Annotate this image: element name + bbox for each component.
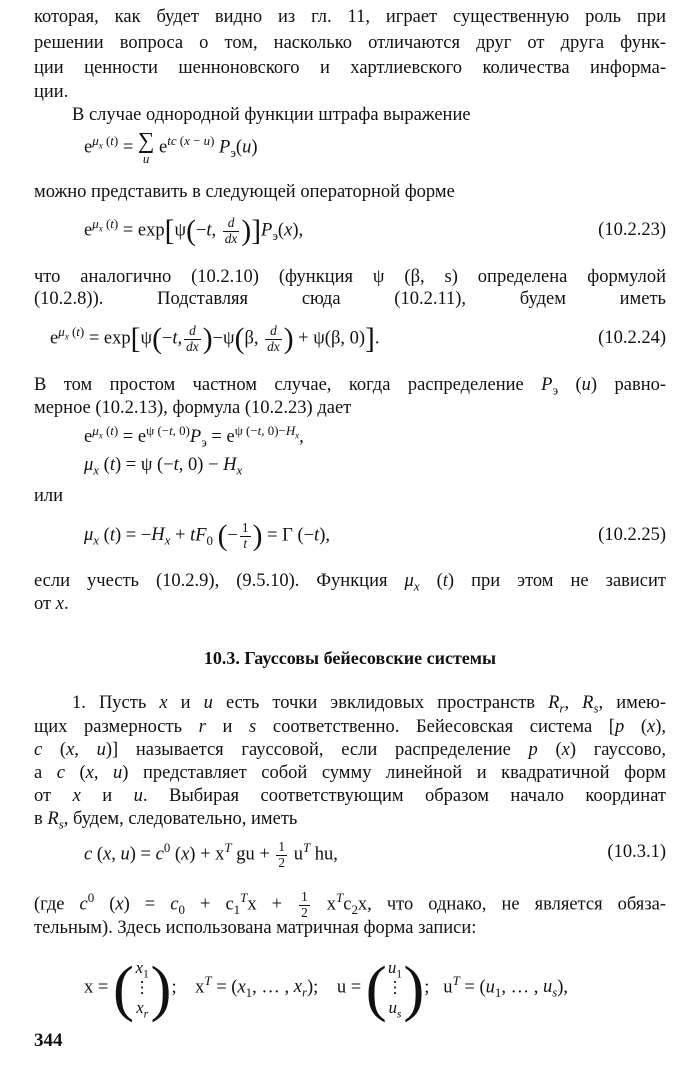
text-line: тельным). Здесь использована матричная форма записи: <box>34 918 477 938</box>
equation-10-2-24: $e^{\mu_x (t)} = \exp[\psi(-t$, $\frac{d}{dx}$ )−ψ(β, $\frac{d}{dx}$ ) + ψ(β, 0)]. <box>50 323 380 356</box>
equation-10-2-23: $e^{\mu_x (t)} = \exp[\psi(-t$, $\frac{d}{dx}$ )]$P_э(x)$, <box>84 215 304 248</box>
page-number: 344 <box>34 1030 63 1051</box>
section-title: 10.3. Гауссовы бейесовские системы <box>203 648 497 668</box>
equation-mu: $\mu_x$ (t) = ψ (−t, $0) - H_x$ <box>84 455 243 478</box>
equation-10-2-25: $\mu_x$ $(t) = -H_x + tF_0$ (− $\frac{1}{t}$ ) = Γ (−t), <box>84 520 330 553</box>
text-line: решении вопроса о том, насколько отличаются друг от друга функ- <box>34 33 666 53</box>
equation-uniform: $e^{\mu_x (t)} = e^{\psi (-t, 0)}P_э = e^{\psi (-t, 0)-H_x}$, <box>84 422 304 450</box>
text-line: которая, как будет видно из гл. 11, играет существенную роль при <box>34 7 666 27</box>
equation-number: (10.2.25) <box>598 525 666 545</box>
text-line: от x. <box>34 594 69 614</box>
text-line: в $R_s$, будем, следовательно, иметь <box>34 809 298 832</box>
text-line: c (x, u)] называется гауссовой, если распределение p (x) гауссово, <box>34 740 666 760</box>
text-line: или <box>34 486 64 506</box>
text-line: В том простом частном случае, когда распределение $P_э$ (u) равно- <box>34 375 667 398</box>
text-line: 1. Пусть x и u есть точки эвклидовых пространств $R_r$, $R_s$, имею- <box>72 693 667 716</box>
equation-vectors: x = ( $x_1$ ⋮ $x_r$ ); $x^T = (x_1$, … , $x_r$); u = ( $u_1$ ⋮ $u_s$ ); $u^T = (u_1$, … , $u_s$), <box>84 953 569 1023</box>
text-line: если учесть (10.2.9), (9.5.10). Функция $\mu_x$ (t) при этом не зависит <box>34 571 667 594</box>
text-line: мерное (10.2.13), формула (10.2.23) дает <box>34 398 352 418</box>
text-line: ции. <box>34 82 69 102</box>
equation-number: (10.2.23) <box>598 220 666 240</box>
text-line: а c (x, u) представляет собой сумму линейной и квадратичной форм <box>34 763 666 783</box>
equation-exp-sum: $e^{\mu_x (t)}$ = ∑ u $e^{tc (x - u)}$ $P_э(u)$ <box>84 128 258 167</box>
equation-number: (10.3.1) <box>607 842 666 862</box>
text-line: щих размерность r и s соответственно. Бейесовская система [p (x), <box>34 717 667 737</box>
text-line: (10.2.8)). Подставляя сюда (10.2.11), будем иметь <box>34 289 666 309</box>
equation-10-3-1: c (x, $u) = c^0$ $(x) + x^T$ gu + $\frac{1}{2}$ $u^T$ hu, <box>84 839 338 870</box>
text-line: что аналогично (10.2.10) (функция ψ (β, s) определена формулой <box>34 267 666 287</box>
text-line: (где $c^0$ $(x) = c_0 + c_1^Tx$ + $\frac{1}{2}$ $x^Tc_2x$, что однако, не является обяза- <box>34 889 666 920</box>
text-line: В случае однородной функции штрафа выражение <box>72 105 471 125</box>
equation-number: (10.2.24) <box>598 328 666 348</box>
text-line: можно представить в следующей операторной форме <box>34 182 455 202</box>
text-line: ции ценности шенноновского и хартлиевского количества информа- <box>34 58 666 78</box>
text-line: от x и u. Выбирая соответствующим образом начало координат <box>34 786 667 806</box>
